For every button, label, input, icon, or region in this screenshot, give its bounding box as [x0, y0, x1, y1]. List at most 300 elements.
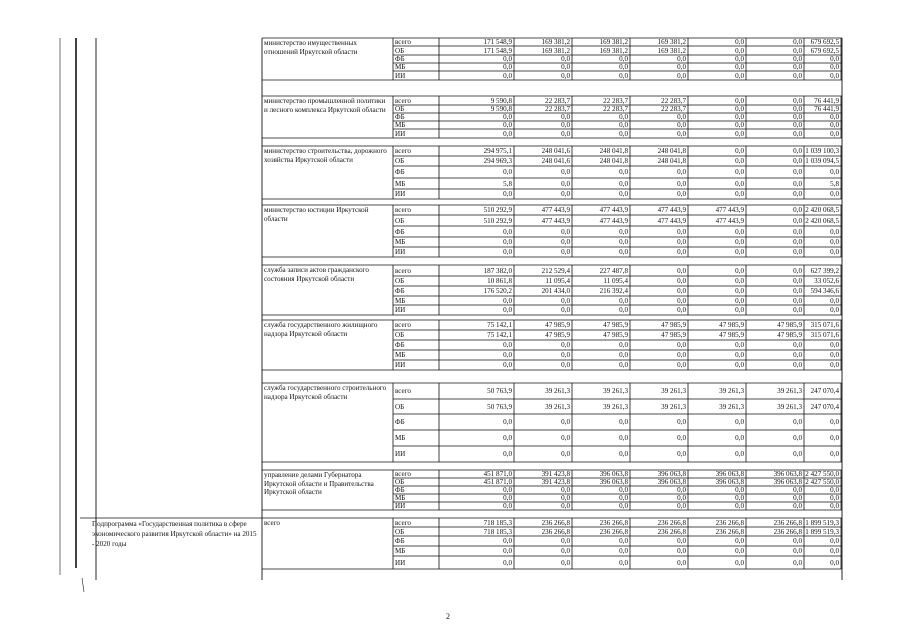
year-value: 0,0	[793, 129, 802, 138]
year-value: 10 861,8	[487, 277, 512, 285]
funding-source-label: ФБ	[395, 55, 405, 63]
year-value: 0,0	[503, 558, 512, 567]
total-value: 0,0	[830, 129, 839, 138]
year-value: 39 261,3	[545, 402, 570, 411]
year-value: 0,0	[677, 450, 686, 458]
year-value: 294 969,3	[483, 157, 512, 165]
year-value: 0,0	[561, 296, 570, 305]
year-value: 0,0	[793, 71, 802, 80]
total-value: 2 420 068,5	[805, 216, 839, 225]
year-value: 0,0	[793, 216, 802, 225]
year-value: 0,0	[503, 190, 512, 198]
year-value: 5,8	[503, 179, 512, 188]
year-value: 0,0	[677, 63, 686, 71]
year-value: 0,0	[677, 121, 686, 129]
year-value: 0,0	[735, 46, 744, 55]
year-value: 22 283,7	[661, 96, 686, 105]
year-value: 0,0	[677, 502, 686, 510]
funding-source-label: ОБ	[395, 216, 405, 225]
year-value: 0,0	[735, 227, 744, 236]
funding-source-label: ФБ	[395, 537, 405, 545]
year-value: 248 041,8	[599, 147, 628, 155]
organization-name: служба записи актов гражданского состояния Иркутской области	[264, 266, 369, 283]
year-value: 0,0	[735, 157, 744, 165]
total-value: 315 071,6	[810, 321, 839, 329]
year-value: 0,0	[561, 418, 570, 426]
year-value: 248 041,8	[657, 157, 686, 165]
year-value: 477 443,9	[599, 206, 628, 214]
funding-source-label: ОБ	[395, 527, 405, 536]
year-value: 47 985,9	[719, 321, 744, 329]
year-value: 718 185,3	[483, 518, 512, 527]
year-value: 0,0	[619, 248, 628, 256]
total-value: 0,0	[830, 547, 839, 555]
funding-source-label: ОБ	[395, 46, 405, 55]
year-value: 0,0	[503, 168, 512, 176]
year-value: 391 423,8	[541, 470, 570, 478]
year-value: 0,0	[503, 351, 512, 359]
funding-source-label: ФБ	[395, 168, 405, 176]
year-value: 248 041,6	[541, 157, 570, 165]
funding-source-label: ОБ	[395, 402, 405, 411]
funding-source-label: ФБ	[395, 418, 405, 426]
year-value: 0,0	[735, 547, 744, 555]
year-value: 0,0	[735, 296, 744, 305]
year-value: 510 292,9	[483, 216, 512, 225]
year-value: 0,0	[619, 341, 628, 349]
year-value: 0,0	[503, 248, 512, 256]
year-value: 396 063,8	[657, 478, 686, 486]
year-value: 0,0	[735, 558, 744, 567]
year-value: 11 095,4	[603, 277, 628, 285]
year-value: 0,0	[561, 547, 570, 555]
year-value: 0,0	[677, 494, 686, 502]
year-value: 75 142,1	[487, 321, 512, 329]
funding-source-label: МБ	[395, 63, 406, 71]
total-value: 0,0	[830, 71, 839, 80]
year-value: 47 985,9	[603, 331, 628, 339]
year-value: 39 261,3	[603, 402, 628, 411]
year-value: 47 985,9	[661, 321, 686, 329]
year-value: 0,0	[793, 450, 802, 458]
year-value: 171 548,9	[483, 46, 512, 55]
year-value: 0,0	[793, 277, 802, 285]
year-value: 396 063,8	[715, 478, 744, 486]
year-value: 0,0	[735, 179, 744, 188]
year-value: 47 985,9	[777, 331, 802, 339]
year-value: 451 871,0	[483, 478, 512, 486]
total-value: 679 692,5	[810, 46, 839, 55]
year-value: 0,0	[619, 55, 628, 63]
year-value: 169 381,2	[541, 38, 570, 46]
year-value: 169 381,2	[599, 46, 628, 55]
year-value: 0,0	[561, 306, 570, 314]
total-value: 0,0	[830, 248, 839, 256]
funding-source-label: ФБ	[395, 341, 405, 349]
year-value: 0,0	[503, 361, 512, 369]
year-value: 248 041,8	[599, 157, 628, 165]
year-value: 47 985,9	[603, 321, 628, 329]
year-value: 0,0	[561, 168, 570, 176]
year-value: 0,0	[561, 113, 570, 121]
year-value: 510 292,9	[483, 206, 512, 214]
year-value: 0,0	[793, 494, 802, 502]
year-value: 477 443,9	[541, 216, 570, 225]
funding-source-label: всего	[395, 266, 411, 275]
year-value: 39 261,3	[603, 387, 628, 395]
year-value: 50 763,9	[487, 402, 512, 411]
year-value: 0,0	[677, 55, 686, 63]
year-value: 0,0	[503, 63, 512, 71]
year-value: 39 261,3	[719, 402, 744, 411]
year-value: 0,0	[619, 502, 628, 510]
year-value: 0,0	[793, 238, 802, 246]
year-value: 0,0	[619, 71, 628, 80]
organization-name: министерство имущественных отношений Иркутской области	[264, 39, 358, 56]
funding-source-label: МБ	[395, 238, 406, 246]
year-value: 0,0	[677, 248, 686, 256]
year-value: 0,0	[793, 157, 802, 165]
total-value: 76 441,9	[814, 105, 839, 113]
year-value: 0,0	[619, 537, 628, 545]
year-value: 47 985,9	[545, 331, 570, 339]
organization-name: служба государственного жилищного надзора Иркутской области	[264, 321, 378, 338]
year-value: 248 041,6	[541, 147, 570, 155]
year-value: 0,0	[677, 129, 686, 138]
year-value: 0,0	[677, 341, 686, 349]
year-value: 236 266,8	[715, 527, 744, 536]
total-value: 2 427 550,0	[805, 470, 839, 478]
funding-source-label: ФБ	[395, 486, 405, 494]
year-value: 0,0	[677, 296, 686, 305]
year-value: 22 283,7	[661, 105, 686, 113]
funding-source-label: ИИ	[395, 361, 406, 369]
year-value: 9 590,8	[490, 105, 512, 113]
year-value: 396 063,8	[657, 470, 686, 478]
grid-line	[82, 578, 84, 592]
year-value: 0,0	[735, 266, 744, 275]
year-value: 0,0	[619, 306, 628, 314]
year-value: 0,0	[793, 547, 802, 555]
funding-source-label: ОБ	[395, 331, 405, 339]
total-value: 0,0	[830, 121, 839, 129]
total-value: 1 899 519,3	[805, 527, 839, 536]
year-value: 0,0	[561, 341, 570, 349]
year-value: 396 063,8	[599, 470, 628, 478]
year-value: 0,0	[619, 63, 628, 71]
total-value: 0,0	[830, 502, 839, 510]
funding-source-label: всего	[395, 38, 411, 46]
year-value: 0,0	[793, 46, 802, 55]
year-value: 0,0	[793, 248, 802, 256]
year-value: 0,0	[793, 190, 802, 198]
year-value: 0,0	[793, 38, 802, 46]
year-value: 236 266,8	[715, 518, 744, 527]
year-value: 0,0	[735, 486, 744, 494]
funding-source-label: всего	[395, 387, 411, 395]
total-value: 315 071,6	[810, 331, 839, 339]
year-value: 236 266,8	[773, 527, 802, 536]
year-value: 47 985,9	[719, 331, 744, 339]
funding-source-label: всего	[395, 147, 411, 155]
total-value: 0,0	[830, 494, 839, 502]
funding-source-label: ИИ	[395, 190, 406, 198]
year-value: 50 763,9	[487, 387, 512, 395]
year-value: 169 381,2	[657, 46, 686, 55]
year-value: 0,0	[503, 129, 512, 138]
year-value: 187 382,0	[483, 266, 512, 275]
year-value: 0,0	[561, 537, 570, 545]
funding-source-label: МБ	[395, 296, 406, 305]
year-value: 0,0	[619, 361, 628, 369]
year-value: 0,0	[677, 238, 686, 246]
funding-source-label: ОБ	[395, 105, 405, 113]
year-value: 236 266,8	[599, 518, 628, 527]
year-value: 451 871,0	[483, 470, 512, 478]
total-value: 1 899 519,3	[805, 518, 839, 527]
year-value: 0,0	[735, 129, 744, 138]
year-value: 0,0	[793, 418, 802, 426]
total-value: 0,0	[830, 537, 839, 545]
year-value: 236 266,8	[657, 527, 686, 536]
year-value: 0,0	[677, 434, 686, 442]
year-value: 396 063,8	[773, 478, 802, 486]
year-value: 169 381,2	[657, 38, 686, 46]
year-value: 477 443,9	[715, 206, 744, 214]
year-value: 0,0	[619, 168, 628, 176]
year-value: 0,0	[793, 113, 802, 121]
year-value: 0,0	[503, 494, 512, 502]
year-value: 0,0	[677, 266, 686, 275]
funding-source-label: ОБ	[395, 478, 405, 486]
year-value: 0,0	[503, 121, 512, 129]
year-value: 0,0	[793, 502, 802, 510]
year-value: 396 063,8	[715, 470, 744, 478]
year-value: 0,0	[793, 351, 802, 359]
year-value: 47 985,9	[777, 321, 802, 329]
total-value: 627 399,2	[810, 266, 839, 275]
year-value: 0,0	[503, 450, 512, 458]
year-value: 0,0	[735, 63, 744, 71]
year-value: 0,0	[503, 71, 512, 80]
year-value: 11 095,4	[545, 277, 570, 285]
year-value: 0,0	[735, 450, 744, 458]
year-value: 39 261,3	[719, 387, 744, 395]
total-value: 2 427 550,0	[805, 478, 839, 486]
year-value: 294 975,1	[483, 147, 512, 155]
year-value: 0,0	[503, 227, 512, 236]
funding-source-label: ИИ	[395, 306, 406, 314]
funding-source-label: ИИ	[395, 502, 406, 510]
funding-source-label: всего	[395, 321, 411, 329]
year-value: 0,0	[503, 238, 512, 246]
year-value: 0,0	[735, 502, 744, 510]
funding-source-label: МБ	[395, 121, 406, 129]
year-value: 0,0	[735, 434, 744, 442]
year-value: 0,0	[793, 227, 802, 236]
year-value: 9 590,8	[490, 96, 512, 105]
year-value: 0,0	[619, 494, 628, 502]
funding-source-label: МБ	[395, 494, 406, 502]
funding-source-label: ФБ	[395, 287, 405, 295]
year-value: 0,0	[735, 361, 744, 369]
year-value: 0,0	[561, 238, 570, 246]
year-value: 0,0	[677, 179, 686, 188]
year-value: 0,0	[619, 238, 628, 246]
total-value: 0,0	[830, 418, 839, 426]
year-value: 391 423,8	[541, 478, 570, 486]
year-value: 75 142,1	[487, 331, 512, 339]
total-value: 2 420 068,5	[805, 206, 839, 214]
year-value: 0,0	[677, 190, 686, 198]
year-value: 0,0	[677, 351, 686, 359]
year-value: 0,0	[561, 63, 570, 71]
funding-source-label: ФБ	[395, 113, 405, 121]
year-value: 0,0	[735, 287, 744, 295]
year-value: 0,0	[619, 450, 628, 458]
total-value: 1 039 094,5	[805, 157, 839, 165]
total-value: 0,0	[830, 296, 839, 305]
total-value: 594 346,6	[810, 287, 839, 295]
year-value: 0,0	[735, 190, 744, 198]
year-value: 477 443,9	[657, 216, 686, 225]
funding-source-label: всего	[395, 206, 411, 214]
year-value: 0,0	[793, 55, 802, 63]
funding-source-label: МБ	[395, 547, 406, 555]
total-value: 0,0	[830, 168, 839, 176]
year-value: 0,0	[677, 306, 686, 314]
year-value: 0,0	[793, 341, 802, 349]
total-value: 247 070,4	[810, 387, 839, 395]
year-value: 0,0	[793, 206, 802, 214]
year-value: 0,0	[793, 296, 802, 305]
organization-name: министерство промышленной политики и лесного комплекса Иркутской области	[264, 97, 386, 114]
year-value: 0,0	[503, 113, 512, 121]
year-value: 0,0	[735, 96, 744, 105]
year-value: 0,0	[561, 227, 570, 236]
year-value: 0,0	[561, 248, 570, 256]
funding-source-label: ИИ	[395, 558, 406, 567]
year-value: 0,0	[735, 248, 744, 256]
year-value: 0,0	[735, 537, 744, 545]
year-value: 477 443,9	[657, 206, 686, 214]
year-value: 0,0	[561, 190, 570, 198]
year-value: 0,0	[619, 486, 628, 494]
year-value: 0,0	[735, 238, 744, 246]
year-value: 236 266,8	[773, 518, 802, 527]
year-value: 0,0	[619, 296, 628, 305]
year-value: 0,0	[735, 168, 744, 176]
year-value: 176 520,2	[483, 287, 512, 295]
funding-source-label: МБ	[395, 434, 406, 442]
year-value: 0,0	[503, 306, 512, 314]
year-value: 0,0	[503, 502, 512, 510]
organization-name: министерство строительства, дорожного хозяйства Иркутской области	[264, 147, 387, 164]
year-value: 236 266,8	[599, 527, 628, 536]
year-value: 22 283,7	[545, 96, 570, 105]
year-value: 0,0	[735, 38, 744, 46]
year-value: 39 261,3	[661, 402, 686, 411]
year-value: 0,0	[561, 361, 570, 369]
year-value: 0,0	[619, 418, 628, 426]
year-value: 0,0	[561, 121, 570, 129]
year-value: 0,0	[677, 418, 686, 426]
total-value: 0,0	[830, 341, 839, 349]
year-value: 39 261,3	[545, 387, 570, 395]
funding-source-label: ИИ	[395, 248, 406, 256]
year-value: 0,0	[793, 179, 802, 188]
year-value: 0,0	[561, 55, 570, 63]
year-value: 0,0	[793, 486, 802, 494]
total-value: 0,0	[830, 63, 839, 71]
year-value: 0,0	[677, 277, 686, 285]
year-value: 0,0	[793, 147, 802, 155]
funding-source-label: всего	[395, 518, 411, 527]
year-value: 0,0	[677, 558, 686, 567]
year-value: 0,0	[793, 105, 802, 113]
year-value: 22 283,7	[603, 105, 628, 113]
year-value: 0,0	[793, 168, 802, 176]
year-value: 39 261,3	[661, 387, 686, 395]
year-value: 22 283,7	[603, 96, 628, 105]
year-value: 0,0	[793, 361, 802, 369]
year-value: 0,0	[561, 434, 570, 442]
year-value: 0,0	[735, 418, 744, 426]
funding-source-label: ОБ	[395, 157, 405, 165]
year-value: 0,0	[561, 129, 570, 138]
year-value: 0,0	[735, 147, 744, 155]
organization-name: служба государственного строительного надзора Иркутской области	[264, 384, 387, 401]
year-value: 0,0	[619, 129, 628, 138]
year-value: 0,0	[561, 502, 570, 510]
funding-source-label: всего	[395, 96, 411, 105]
year-value: 0,0	[503, 547, 512, 555]
year-value: 0,0	[619, 113, 628, 121]
year-value: 47 985,9	[661, 331, 686, 339]
total-value: 0,0	[830, 190, 839, 198]
year-value: 0,0	[735, 277, 744, 285]
total-value: 247 070,4	[810, 402, 839, 411]
year-value: 0,0	[503, 418, 512, 426]
year-value: 0,0	[735, 121, 744, 129]
funding-source-label: всего	[395, 470, 411, 478]
year-value: 0,0	[677, 113, 686, 121]
year-value: 0,0	[677, 71, 686, 80]
year-value: 0,0	[677, 168, 686, 176]
year-value: 212 529,4	[541, 266, 570, 275]
total-value: 0,0	[830, 434, 839, 442]
year-value: 0,0	[793, 287, 802, 295]
year-value: 396 063,8	[599, 478, 628, 486]
total-value: 0,0	[830, 450, 839, 458]
funding-source-label: ИИ	[395, 129, 406, 138]
year-value: 0,0	[677, 361, 686, 369]
year-value: 0,0	[503, 55, 512, 63]
year-value: 0,0	[561, 494, 570, 502]
total-value: 0,0	[830, 486, 839, 494]
year-value: 169 381,2	[599, 38, 628, 46]
year-value: 0,0	[619, 227, 628, 236]
year-value: 0,0	[561, 558, 570, 567]
organization-name: министерство юстиции Иркутской области	[264, 206, 369, 223]
year-value: 0,0	[561, 179, 570, 188]
year-value: 0,0	[735, 306, 744, 314]
year-value: 0,0	[503, 341, 512, 349]
funding-source-label: ИИ	[395, 71, 406, 80]
total-value: 0,0	[830, 238, 839, 246]
year-value: 477 443,9	[541, 206, 570, 214]
year-value: 201 434,0	[541, 287, 570, 295]
